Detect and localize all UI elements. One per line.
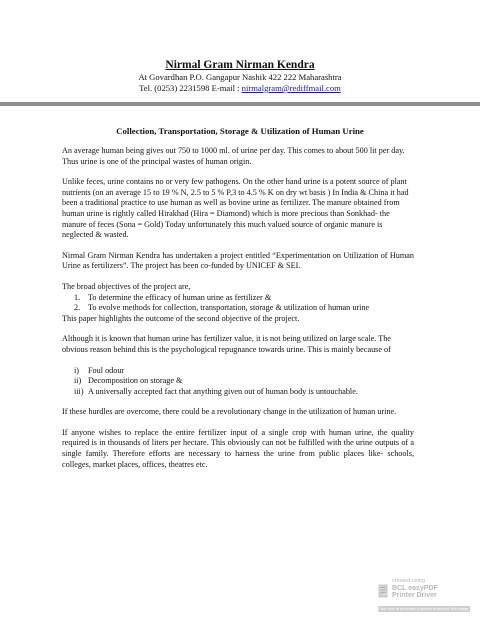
email-link[interactable]: nirmalgram@rediffmail.com xyxy=(241,83,341,93)
list-item: 2. To evolve methods for collection, transportation, storage & utilization of human urine xyxy=(74,303,370,313)
paragraph-project: Nirmal Gram Nirman Kendra has undertaken a project entitled “Experimentation on Utilization of Human Urine as fertilizers”. The project has been co-funded by UNICEF & SEI. xyxy=(62,250,414,271)
paragraph-public-places: If anyone wishes to replace the entire fertilizer input of a single crop with human urine, the quality required is in thousands of liters per hectare. This obviously can not be fulfilled with the urine outputs of a single family. Therefore efforts are necessary to harness the urine from public places like- schools, colleges, market places, offices, theatres etc. xyxy=(62,427,414,469)
header-divider xyxy=(0,102,480,106)
paragraph-objectives-intro: The broad objectives of the project are, xyxy=(62,281,191,291)
document-title: Collection, Transportation, Storage & Utilization of Human Urine xyxy=(116,126,364,136)
list-item: 1. To determine the efficacy of human urine as fertilizer & xyxy=(74,292,272,302)
list-item: iii) A universally accepted fact that anything given out of human body is untouchable. xyxy=(74,386,358,396)
organization-address: At Govardhan P.O. Gangapur Nashik 422 222 Maharashtra xyxy=(138,72,342,82)
watermark-purchase-link[interactable]: Click here to purchase a license to remove this image xyxy=(378,607,469,611)
contact-line xyxy=(0,83,480,94)
organization-name: Nirmal Gram Nirman Kendra xyxy=(165,59,315,71)
printer-logo-icon xyxy=(378,584,388,598)
paragraph-hurdles: If these hurdles are overcome, there could be a revolutionary change in the utilization of human urine. xyxy=(62,407,397,417)
paragraph-nutrients: Unlike feces, urine contains no or very few pathogens. On the other hand urine is a potent source of plant nutrients (on an average 15 to 19 % N, 2.5 to 5 % P,3 to 4.5 % K on dry wt basis ) In India & China it had been a traditional practice to use human as well as bovine urine as fertilizer. The manure obtained from human urine is rightly called Hirakhad (Hira = Diamond) which is more precious than Sonkhad- the manure of feces (Sona = Gold) Today unfortunately this much valued source of organic manure is neglected & wasted. xyxy=(62,177,409,240)
paragraph-outcome: This paper highlights the outcome of the second objective of the project. xyxy=(62,313,300,323)
paragraph-daily-output: An average human being gives out 750 to 1000 ml. of urine per day. This comes to about 500 lit per day. Thus urine is one of the principal wastes of human origin. xyxy=(62,146,405,166)
watermark-text: created using BCL easyPDF Printer Driver xyxy=(392,578,438,599)
paragraph-repugnance: Although it is known that human urine has fertilizer value, it is not being utilized on large scale. The obvious reason behind this is the psychological repugnance towards urine. This is mainly because of xyxy=(62,334,391,354)
telephone-label: Tel. (0253) 2231598 E-mail : xyxy=(139,83,242,93)
letterhead xyxy=(0,58,480,94)
list-item: ii) Decomposition on storage & xyxy=(74,376,183,386)
list-item: i) Foul odour xyxy=(74,365,125,375)
objectives-list xyxy=(62,293,414,314)
document-body xyxy=(62,146,414,480)
reasons-list xyxy=(62,366,414,398)
pdf-watermark[interactable] xyxy=(378,578,470,614)
